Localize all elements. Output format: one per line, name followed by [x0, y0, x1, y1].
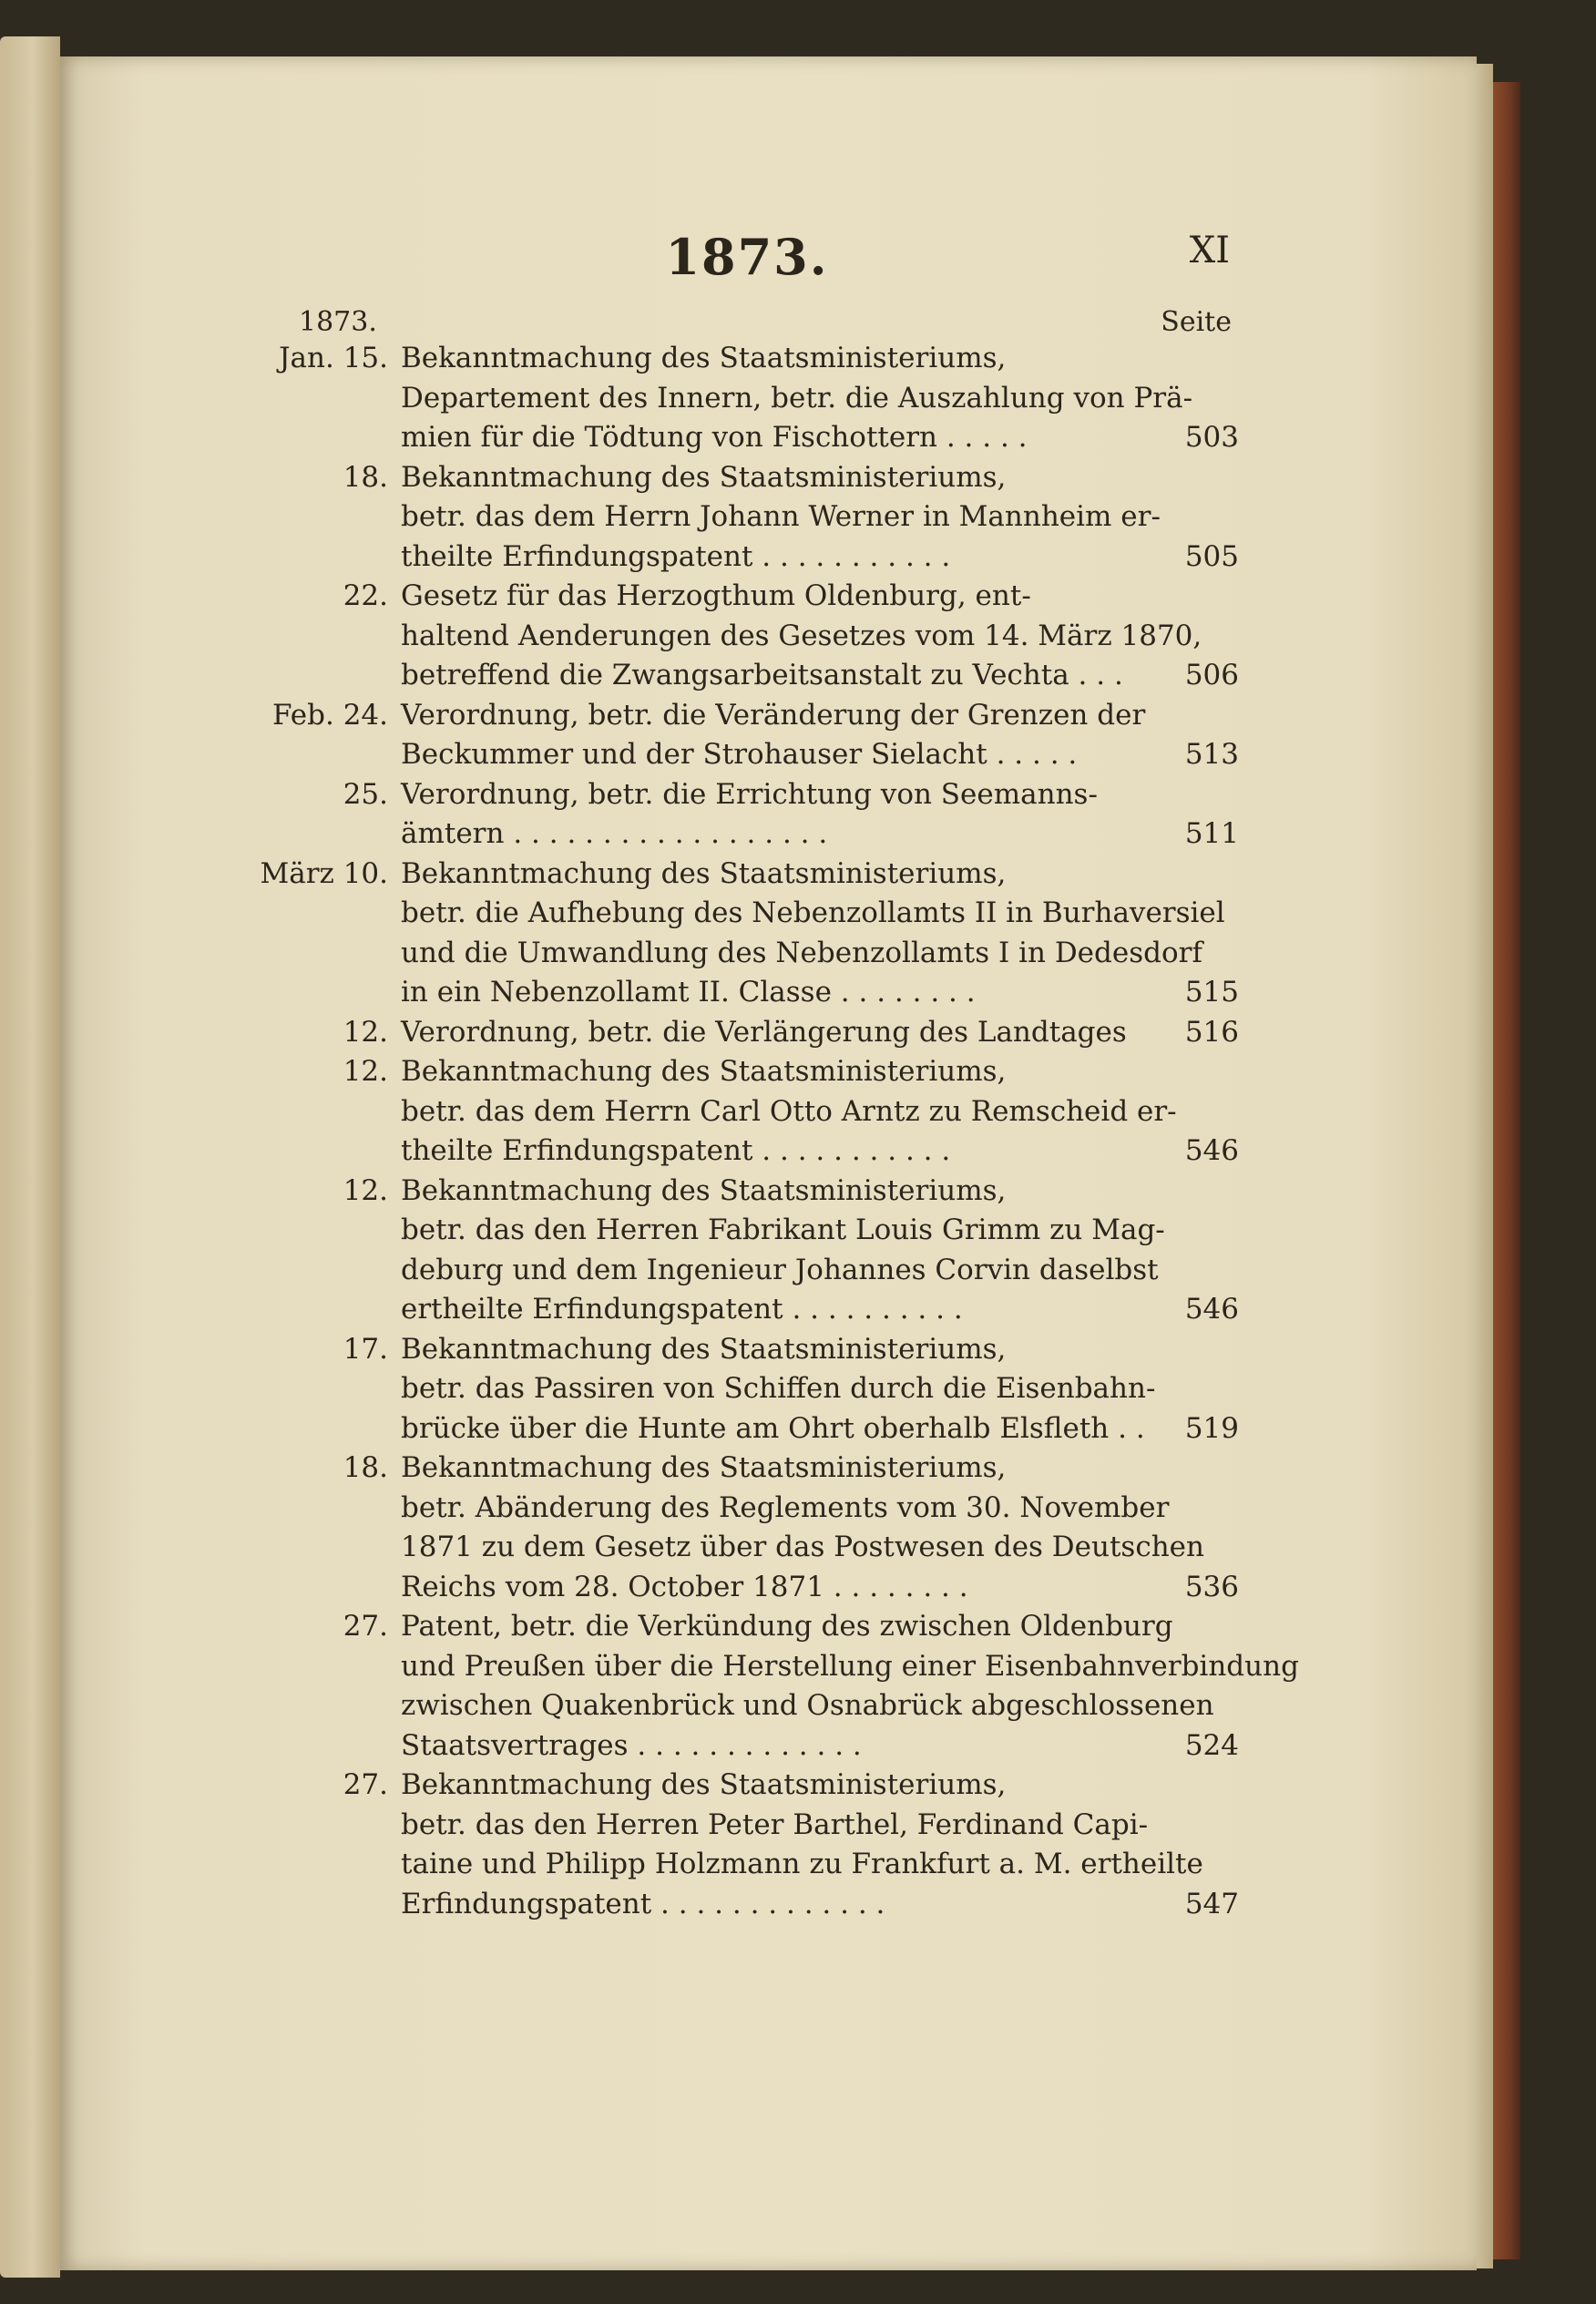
entry-page-number: 516: [1184, 1015, 1239, 1049]
entry-title-line: betreffend die Zwangsarbeitsanstalt zu Vechta . . .: [401, 659, 1123, 691]
entry-page-number: 505: [1184, 539, 1239, 573]
entry-date: 25.: [343, 777, 388, 811]
entry-title-line: betr. das dem Herrn Johann Werner in Mannheim er-: [401, 500, 1161, 533]
entry-title-line: Verordnung, betr. die Errichtung von Seemanns-: [401, 777, 1098, 811]
entry-title: [401, 1330, 1156, 1449]
entry-page-number: 513: [1184, 738, 1239, 771]
entry-title-line: Bekanntmachung des Staatsministeriums,: [401, 1055, 1007, 1088]
entry-date: 12.: [343, 1173, 388, 1207]
toc-entry: [255, 1766, 1239, 1924]
toc-entry: [255, 577, 1239, 696]
entry-date: 12.: [343, 1015, 388, 1049]
entry-date: 27.: [343, 1768, 388, 1801]
entry-title-line: Gesetz für das Herzogthum Oldenburg, ent-: [401, 579, 1031, 612]
entry-title-line: Verordnung, betr. die Verlängerung des Landtages: [401, 1015, 1127, 1049]
entry-title-line: Erfindungspatent . . . . . . . . . . . . .: [401, 1887, 885, 1920]
entry-date: 22.: [343, 579, 388, 612]
entry-title: [401, 1172, 1165, 1330]
entry-title-line: betr. das den Herren Peter Barthel, Ferdinand Capi-: [401, 1807, 1149, 1841]
entry-title-line: und die Umwandlung des Nebenzollamts I in Dedesdorf: [401, 936, 1202, 969]
entry-page-number: 546: [1184, 1134, 1239, 1167]
entry-page-number: 515: [1184, 976, 1239, 1009]
entry-title-line: Beckummer und der Strohauser Sielacht . . . . .: [401, 738, 1078, 771]
toc-entry: [255, 1013, 1239, 1053]
entry-title-line: Verordnung, betr. die Veränderung der Grenzen der: [401, 698, 1146, 732]
entry-title-line: Bekanntmachung des Staatsministeriums,: [401, 342, 1007, 374]
entry-page-number: 536: [1184, 1570, 1239, 1603]
entry-title-line: Reichs vom 28. October 1871 . . . . . . . .: [401, 1570, 968, 1603]
entry-page-number: 519: [1184, 1411, 1239, 1445]
toc-entry: [255, 1330, 1239, 1449]
entry-title: [401, 1013, 1125, 1053]
entry-page-number: 547: [1184, 1887, 1239, 1920]
entry-title-line: haltend Aenderungen des Gesetzes vom 14. März 1870,: [401, 619, 1202, 652]
entry-title: [401, 1449, 1204, 1607]
entry-title-line: deburg und dem Ingenieur Johannes Corvin daselbst: [401, 1253, 1159, 1286]
entry-title-line: Bekanntmachung des Staatsministeriums,: [401, 856, 1007, 890]
toc-entry: [255, 458, 1239, 578]
page-stack-edge: [1477, 64, 1493, 2268]
entry-title-line: Bekanntmachung des Staatsministeriums,: [401, 460, 1007, 494]
entry-title-line: zwischen Quakenbrück und Osnabrück abgeschlossenen: [401, 1689, 1214, 1722]
toc-entry: [255, 775, 1239, 855]
toc-entry: [255, 339, 1239, 458]
entry-title-line: taine und Philipp Holzmann zu Frankfurt a. M. ertheilte: [401, 1848, 1203, 1880]
entry-title-line: ertheilte Erfindungspatent . . . . . . . . . .: [401, 1293, 963, 1326]
entry-date: März 10.: [260, 856, 388, 890]
entry-title-line: betr. Abänderung des Reglements vom 30. November: [401, 1490, 1170, 1524]
entry-title: [401, 458, 1161, 578]
entry-title-line: und Preußen über die Herstellung einer Eisenbahnverbindung: [401, 1649, 1299, 1683]
entry-page-number: 546: [1184, 1293, 1239, 1326]
entry-title: [401, 775, 1125, 855]
entry-page-number: 524: [1184, 1728, 1239, 1762]
entry-title-line: betr. das Passiren von Schiffen durch die Eisenbahn-: [401, 1372, 1156, 1405]
entry-title-line: 1871 zu dem Gesetz über das Postwesen des Deutschen: [401, 1531, 1204, 1563]
entry-date: 12.: [343, 1055, 388, 1088]
entry-title-line: betr. das dem Herrn Carl Otto Arntz zu Remscheid er-: [401, 1094, 1177, 1128]
entry-title-line: theilte Erfindungspatent . . . . . . . . . . .: [401, 539, 951, 573]
page-folio: XI: [1189, 230, 1230, 271]
entry-title: [401, 577, 1202, 696]
entry-title-line: Bekanntmachung des Staatsministeriums,: [401, 1173, 1007, 1207]
entry-title-line: Staatsvertrages . . . . . . . . . . . . .: [401, 1728, 862, 1762]
entry-title-line: Bekanntmachung des Staatsministeriums,: [401, 1768, 1007, 1801]
entry-title-line: Bekanntmachung des Staatsministeriums,: [401, 1451, 1007, 1484]
entry-title-line: betr. das den Herren Fabrikant Louis Grimm zu Mag-: [401, 1213, 1165, 1246]
entry-title-line: Departement des Innern, betr. die Auszahlung von Prä-: [401, 381, 1193, 415]
toc-entry: [255, 855, 1239, 1013]
entry-date: 18.: [343, 1451, 388, 1484]
column-year-heading: 1873.: [299, 306, 377, 338]
entry-title-line: ämtern . . . . . . . . . . . . . . . . . .: [401, 817, 828, 850]
entry-title: [401, 1766, 1203, 1924]
entry-date: 18.: [343, 460, 388, 494]
previous-page-edge: [0, 36, 60, 2278]
entry-title-line: brücke über die Hunte am Ohrt oberhalb Elsfleth . .: [401, 1411, 1145, 1445]
entry-title: [401, 339, 1193, 458]
entry-title-line: Bekanntmachung des Staatsministeriums,: [401, 1332, 1007, 1366]
entry-date: Feb. 24.: [271, 698, 388, 732]
entry-title-line: mien für die Tödtung von Fischottern . . . . .: [401, 421, 1028, 454]
book-cover-edge: [1493, 82, 1520, 2259]
entry-page-number: 511: [1184, 817, 1239, 850]
entry-title: [401, 1052, 1177, 1172]
entry-title: [401, 696, 1146, 775]
entry-title-line: Patent, betr. die Verkündung des zwischen Oldenburg: [401, 1610, 1173, 1643]
toc-entry: [255, 1449, 1239, 1607]
toc-entry: [255, 1172, 1239, 1330]
entry-page-number: 506: [1184, 659, 1239, 691]
entry-date: 17.: [343, 1332, 388, 1366]
toc-entry: [255, 696, 1239, 775]
entry-date: Jan. 15.: [279, 342, 388, 374]
entry-date: 27.: [343, 1610, 388, 1643]
toc-entry: [255, 1607, 1299, 1766]
running-head: 1873.: [665, 228, 829, 286]
entry-title-line: in ein Nebenzollamt II. Classe . . . . . . . .: [401, 976, 976, 1009]
toc-entry: [255, 1052, 1239, 1172]
entry-title-line: theilte Erfindungspatent . . . . . . . . . . .: [401, 1134, 951, 1167]
column-page-heading: Seite: [1161, 306, 1232, 338]
table-of-contents: [255, 339, 1299, 1924]
entry-title-line: betr. die Aufhebung des Nebenzollamts II in Burhaversiel: [401, 896, 1225, 929]
entry-page-number: 503: [1184, 421, 1239, 454]
